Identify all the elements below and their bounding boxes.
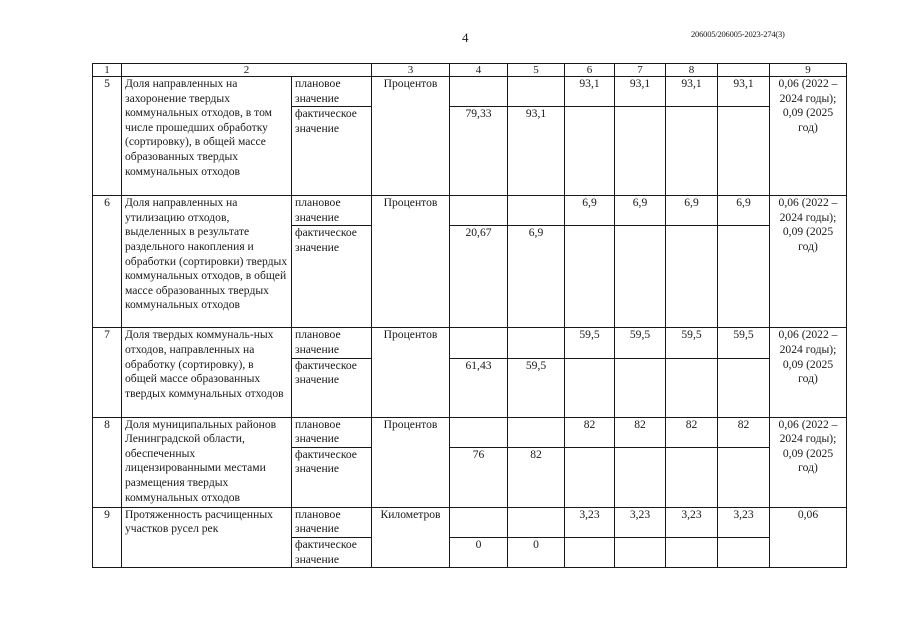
fact-value-cell <box>565 447 615 507</box>
plan-value-cell: 6,9 <box>565 196 615 226</box>
header-cell: 2 <box>122 64 372 77</box>
fact-value-cell: 59,5 <box>508 358 565 417</box>
plan-value-cell <box>450 328 508 358</box>
fact-value-cell <box>666 358 718 417</box>
header-cell: 3 <box>372 64 450 77</box>
plan-value-cell: 82 <box>718 417 770 447</box>
fact-value-cell <box>718 537 770 567</box>
fact-value-cell <box>718 447 770 507</box>
row-number: 8 <box>93 417 122 507</box>
fact-value-cell <box>666 537 718 567</box>
plan-value-cell: 3,23 <box>718 507 770 537</box>
row-number: 5 <box>93 77 122 196</box>
plan-value-cell: 6,9 <box>718 196 770 226</box>
column-9-cell: 0,06 (2022 – 2024 годы); 0,09 (2025 год) <box>770 77 847 196</box>
fact-value-cell: 0 <box>508 537 565 567</box>
header-cell: 8 <box>666 64 718 77</box>
fact-value-cell <box>718 107 770 196</box>
plan-value-cell: 59,5 <box>565 328 615 358</box>
plan-value-cell <box>450 196 508 226</box>
plan-value-cell: 93,1 <box>615 77 666 107</box>
fact-value-cell <box>666 226 718 328</box>
header-cell: 7 <box>615 64 666 77</box>
header-cell: 4 <box>450 64 508 77</box>
fact-value-cell <box>615 358 666 417</box>
unit-cell: Процентов <box>372 417 450 507</box>
plan-value-cell: 59,5 <box>666 328 718 358</box>
plan-value-cell: 82 <box>666 417 718 447</box>
fact-value-cell <box>615 447 666 507</box>
plan-label: плановое значение <box>292 77 372 107</box>
fact-value-cell <box>565 226 615 328</box>
document-code: 206005/206005-2023-274(3) <box>691 29 785 39</box>
fact-value-cell: 61,43 <box>450 358 508 417</box>
indicator-name: Протяженность расчищенных участков русел рек <box>122 507 292 567</box>
plan-value-cell: 3,23 <box>565 507 615 537</box>
plan-value-cell <box>508 77 565 107</box>
fact-value-cell: 79,33 <box>450 107 508 196</box>
plan-value-cell: 93,1 <box>565 77 615 107</box>
header-cell <box>718 64 770 77</box>
plan-value-cell: 6,9 <box>615 196 666 226</box>
plan-value-cell: 82 <box>615 417 666 447</box>
fact-value-cell <box>718 358 770 417</box>
fact-value-cell <box>565 358 615 417</box>
unit-cell: Процентов <box>372 328 450 417</box>
plan-value-cell: 3,23 <box>666 507 718 537</box>
row-number: 7 <box>93 328 122 417</box>
row-number: 9 <box>93 507 122 567</box>
indicator-name: Доля муниципальных районов Ленинградской области, обеспеченных лицензированными местами размещения твердых коммунальных отходов <box>122 417 292 507</box>
indicator-name: Доля направленных на утилизацию отходов, выделенных в результате раздельного накопления и обработки (сортировки) твердых коммунальных отходов, в общей массе образованных твердых коммунальных отходов <box>122 196 292 328</box>
column-9-cell: 0,06 (2022 – 2024 годы); 0,09 (2025 год) <box>770 417 847 507</box>
plan-value-cell <box>508 507 565 537</box>
plan-value-cell <box>508 196 565 226</box>
table-row-plan <box>93 328 847 358</box>
plan-value-cell: 3,23 <box>615 507 666 537</box>
fact-label: фактическое значение <box>292 226 372 328</box>
header-cell: 6 <box>565 64 615 77</box>
plan-value-cell <box>450 77 508 107</box>
fact-value-cell <box>615 107 666 196</box>
fact-value-cell <box>615 226 666 328</box>
indicator-name: Доля направленных на захоронение твердых коммунальных отходов, в том числе прошедших обработку (сортировку), в общей массе образованных твердых коммунальных отходов <box>122 77 292 196</box>
unit-cell: Процентов <box>372 77 450 196</box>
plan-value-cell <box>508 328 565 358</box>
unit-cell: Процентов <box>372 196 450 328</box>
column-9-cell: 0,06 (2022 – 2024 годы); 0,09 (2025 год) <box>770 328 847 417</box>
row-number: 6 <box>93 196 122 328</box>
fact-value-cell: 82 <box>508 447 565 507</box>
plan-value-cell <box>450 507 508 537</box>
column-9-cell: 0,06 <box>770 507 847 567</box>
fact-value-cell <box>615 537 666 567</box>
plan-label: плановое значение <box>292 328 372 358</box>
fact-value-cell <box>666 447 718 507</box>
fact-value-cell <box>718 226 770 328</box>
fact-label: фактическое значение <box>292 447 372 507</box>
fact-value-cell <box>565 537 615 567</box>
indicators-table <box>92 63 847 568</box>
plan-label: плановое значение <box>292 507 372 537</box>
unit-cell: Километров <box>372 507 450 567</box>
table-row-plan <box>93 507 847 537</box>
plan-value-cell: 59,5 <box>718 328 770 358</box>
page-number: 4 <box>462 30 469 45</box>
table-row-plan <box>93 77 847 107</box>
fact-value-cell: 6,9 <box>508 226 565 328</box>
plan-value-cell: 6,9 <box>666 196 718 226</box>
header-cell: 9 <box>770 64 847 77</box>
header-row <box>93 64 847 77</box>
fact-value-cell <box>666 107 718 196</box>
fact-value-cell: 93,1 <box>508 107 565 196</box>
plan-value-cell: 59,5 <box>615 328 666 358</box>
table-row-plan <box>93 196 847 226</box>
fact-value-cell: 20,67 <box>450 226 508 328</box>
plan-label: плановое значение <box>292 196 372 226</box>
fact-label: фактическое значение <box>292 537 372 567</box>
plan-value-cell: 82 <box>565 417 615 447</box>
fact-label: фактическое значение <box>292 107 372 196</box>
plan-label: плановое значение <box>292 417 372 447</box>
plan-value-cell: 93,1 <box>666 77 718 107</box>
fact-label: фактическое значение <box>292 358 372 417</box>
indicator-name: Доля твердых коммуналь-ных отходов, направленных на обработку (сортировку), в общей массе образованных твердых коммунальных отходов <box>122 328 292 417</box>
fact-value-cell: 76 <box>450 447 508 507</box>
header-cell: 1 <box>93 64 122 77</box>
table-row-plan <box>93 417 847 447</box>
fact-value-cell <box>565 107 615 196</box>
table-body <box>93 64 847 568</box>
header-cell: 5 <box>508 64 565 77</box>
plan-value-cell <box>508 417 565 447</box>
column-9-cell: 0,06 (2022 – 2024 годы); 0,09 (2025 год) <box>770 196 847 328</box>
plan-value-cell: 93,1 <box>718 77 770 107</box>
plan-value-cell <box>450 417 508 447</box>
fact-value-cell: 0 <box>450 537 508 567</box>
